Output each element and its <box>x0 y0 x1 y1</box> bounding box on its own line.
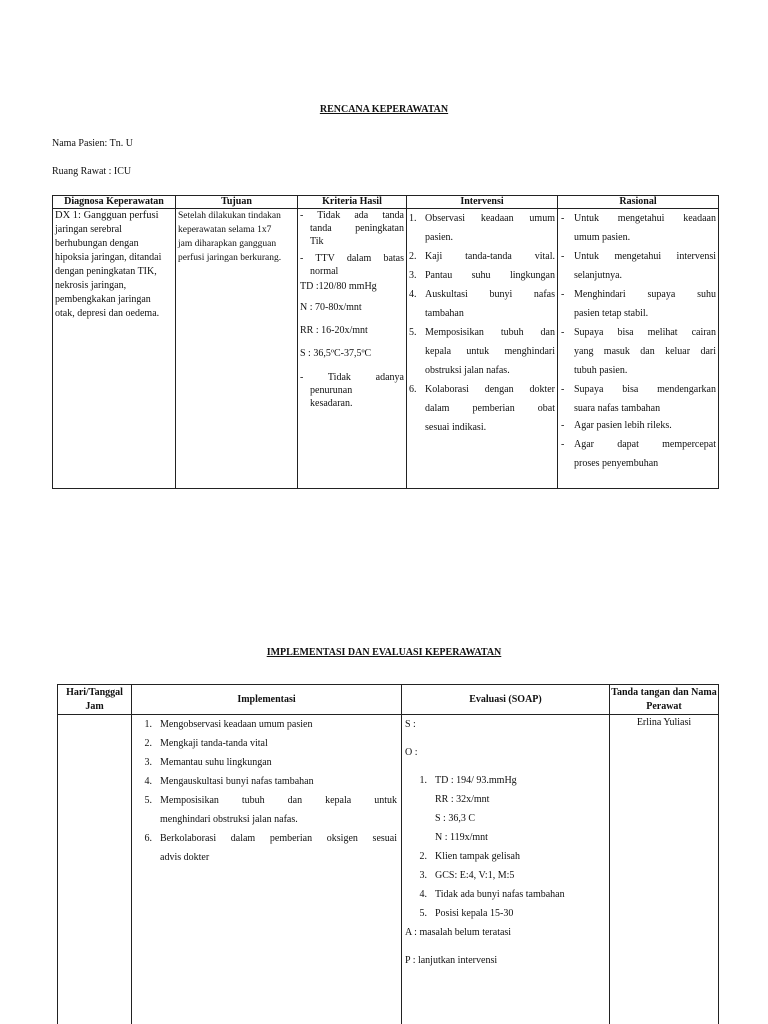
implementation-text: Mengauskultasi bunyi nafas tambahan <box>160 776 314 787</box>
rationale-text: Untuk mengetahui keadaan <box>574 213 716 224</box>
intervention-text: Kolaborasi dengan dokter <box>425 384 555 395</box>
intervention-number: 2. <box>409 251 417 262</box>
patient-name: Nama Pasien: Tn. U <box>52 138 133 149</box>
rationale-list <box>560 209 716 471</box>
implementation-item <box>132 829 397 848</box>
rationale-item <box>560 380 716 399</box>
rationale-item <box>560 323 716 342</box>
rationale-text: Untuk mengetahui intervensi <box>574 251 716 262</box>
criteria-line: - Tidak ada tanda <box>300 210 404 221</box>
rationale-text: Agar dapat mempercepat <box>574 439 716 450</box>
rationale-dash: - <box>561 327 565 338</box>
diagnosis-cell <box>53 209 176 489</box>
soap-o-number: 4. <box>419 889 427 900</box>
soap-s: S : <box>405 719 416 730</box>
intervention-number: 3. <box>409 270 417 281</box>
criteria-item-vitals <box>300 252 404 278</box>
rationale-item <box>560 247 716 266</box>
nursing-plan-table <box>52 195 719 489</box>
rationale-dash: - <box>561 439 565 450</box>
criteria-cell <box>298 209 407 489</box>
intervention-text: Auskultasi bunyi nafas <box>425 289 555 300</box>
intervention-item <box>409 209 555 228</box>
implementation-cell <box>132 715 402 1024</box>
soap-o-number: 2. <box>419 851 427 862</box>
header-goal: Tujuan <box>176 196 298 209</box>
implementation-text: Memantau suhu lingkungan <box>160 757 272 768</box>
intervention-item <box>409 266 555 285</box>
soap-o-number: 5. <box>419 908 427 919</box>
intervention-cell <box>407 209 558 489</box>
header-signature: Tanda tangan dan Nama Perawat <box>610 685 719 715</box>
plan-row <box>53 209 719 489</box>
rationale-item <box>560 209 716 228</box>
soap-o-item <box>405 904 606 923</box>
goal-text: Setelah dilakukan tindakan keperawatan selama 1x7 jam diharapkan gangguan perfusi jaringan berkurang. <box>178 211 282 263</box>
diagnosis-label: DX 1: Gangguan perfusi <box>55 210 159 221</box>
criteria-rr: RR : 16-20x/mnt <box>300 325 368 336</box>
soap-o-item <box>405 866 606 885</box>
rationale-text-cont: tubuh pasien. <box>574 365 628 376</box>
rationale-text-cont: yang masuk dan keluar dari <box>574 346 716 357</box>
criteria-item-signs <box>300 209 404 248</box>
implementation-text-cont: menghindari obstruksi jalan nafas. <box>160 814 298 825</box>
criteria-line: - TTV dalam batas <box>300 253 404 264</box>
implementation-text: Memposisikan tubuh dan kepala untuk <box>160 795 397 806</box>
criteria-line: normal <box>310 266 339 277</box>
criteria-td: TD :120/80 mmHg <box>300 281 377 292</box>
intervention-item <box>409 380 555 399</box>
criteria-s: S : 36,5ºC-37,5ºC <box>300 348 372 359</box>
criteria-line: tanda peningkatan <box>310 223 404 234</box>
rationale-dash: - <box>561 384 565 395</box>
implementation-item <box>132 753 397 772</box>
implementation-number: 2. <box>144 738 152 749</box>
rationale-text-cont: umum pasien. <box>574 232 631 243</box>
header-date: Hari/Tanggal Jam <box>58 685 132 715</box>
ward: Ruang Rawat : ICU <box>52 166 132 177</box>
implementation-number: 5. <box>144 795 152 806</box>
soap-o-item <box>405 885 606 904</box>
evaluation-header-row <box>58 685 719 715</box>
date-cell <box>58 715 132 1024</box>
intervention-text-cont: kepala untuk menghindari <box>425 346 555 357</box>
criteria-n: N : 70-80x/mnt <box>300 302 362 313</box>
rationale-dash: - <box>561 289 565 300</box>
criteria-item-consciousness <box>300 371 404 410</box>
rationale-text-cont: suara nafas tambahan <box>574 403 661 414</box>
intervention-item <box>409 323 555 342</box>
criteria-line: kesadaran. <box>310 398 353 409</box>
signature-cell <box>610 715 719 1024</box>
intervention-text: Pantau suhu lingkungan <box>425 270 555 281</box>
header-diagnosis: Diagnosa Keperawatan <box>53 196 176 209</box>
criteria-line: Tik <box>310 236 324 247</box>
intervention-text: Memposisikan tubuh dan <box>425 327 555 338</box>
soap-o-subitem: RR : 32x/mnt <box>435 794 490 805</box>
implementation-text: Mengkaji tanda-tanda vital <box>160 738 268 749</box>
rationale-text-cont: selanjutnya. <box>574 270 623 281</box>
soap-o-text: Tidak ada bunyi nafas tambahan <box>435 889 565 900</box>
implementation-text-cont: advis dokter <box>160 852 210 863</box>
rationale-dash: - <box>561 420 565 431</box>
soap-p: P : lanjutkan intervensi <box>405 955 498 966</box>
rationale-item <box>560 285 716 304</box>
intervention-list <box>409 209 555 437</box>
implementation-item <box>132 734 397 753</box>
header-intervention: Intervensi <box>407 196 558 209</box>
plan-title: RENCANA KEPERAWATAN <box>319 104 449 115</box>
plan-header-row <box>53 196 719 209</box>
implementation-item <box>132 791 397 810</box>
rationale-cell <box>558 209 719 489</box>
soap-o-subitem: N : 119x/mnt <box>435 832 488 843</box>
criteria-line: penurunan <box>310 385 353 396</box>
soap-o-number: 3. <box>419 870 427 881</box>
soap-o-number: 1. <box>419 775 427 786</box>
implementation-text: Mengobservasi keadaan umum pasien <box>160 719 313 730</box>
intervention-number: 5. <box>409 327 417 338</box>
intervention-number: 6. <box>409 384 417 395</box>
implementation-item <box>132 715 397 734</box>
soap-o-text: Posisi kepala 15-30 <box>435 908 514 919</box>
intervention-text-cont: tambahan <box>425 308 464 319</box>
evaluation-table <box>57 684 719 1024</box>
rationale-dash: - <box>561 213 565 224</box>
rationale-text: Agar pasien lebih rileks. <box>574 420 672 431</box>
intervention-item <box>409 285 555 304</box>
soap-a: A : masalah belum teratasi <box>405 927 512 938</box>
intervention-text: Kaji tanda-tanda vital. <box>425 251 555 262</box>
evaluation-title: IMPLEMENTASI DAN EVALUASI KEPERAWATAN <box>266 647 502 658</box>
header-evaluation: Evaluasi (SOAP) <box>402 685 610 715</box>
implementation-list <box>132 715 397 867</box>
rationale-dash: - <box>561 251 565 262</box>
soap-o-item <box>405 847 606 866</box>
soap-o-text: TD : 194/ 93.mmHg <box>435 775 517 786</box>
criteria-line: - Tidak adanya <box>300 372 404 383</box>
soap-o-subitem: S : 36,3 C <box>435 813 476 824</box>
intervention-text-cont: obstruksi jalan nafas. <box>425 365 510 376</box>
rationale-text-cont: proses penyembuhan <box>574 458 659 469</box>
intervention-text-cont: sesuai indikasi. <box>425 422 487 433</box>
diagnosis-text: jaringan serebral berhubungan dengan hipoksia jaringan, ditandai dengan peningkatan TIK, nekrosis jaringan, pembengkakan jaringan otak, depresi dan oedema. <box>55 224 162 319</box>
intervention-text-cont: pasien. <box>425 232 454 243</box>
intervention-number: 4. <box>409 289 417 300</box>
intervention-text: Observasi keadaan umum <box>425 213 555 224</box>
intervention-item <box>409 247 555 266</box>
header-implementation: Implementasi <box>132 685 402 715</box>
rationale-text: Menghindari supaya suhu <box>574 289 716 300</box>
intervention-text-cont: dalam pemberian obat <box>425 403 555 414</box>
rationale-item <box>560 418 716 433</box>
implementation-number: 1. <box>144 719 152 730</box>
soap-cell <box>402 715 610 1024</box>
soap-o-item <box>405 771 606 790</box>
implementation-number: 6. <box>144 833 152 844</box>
rationale-text-cont: pasien tetap stabil. <box>574 308 649 319</box>
rationale-text: Supaya bisa melihat cairan <box>574 327 716 338</box>
evaluation-row <box>58 715 719 1024</box>
intervention-number: 1. <box>409 213 417 224</box>
soap-o: O : <box>405 747 418 758</box>
rationale-text: Supaya bisa mendengarkan <box>574 384 716 395</box>
implementation-text: Berkolaborasi dalam pemberian oksigen sesuai <box>160 833 397 844</box>
rationale-item <box>560 437 716 452</box>
goal-cell <box>176 209 298 489</box>
soap-o-text: Klien tampak gelisah <box>435 851 520 862</box>
implementation-item <box>132 772 397 791</box>
header-rationale: Rasional <box>558 196 719 209</box>
soap-o-list <box>405 771 606 923</box>
implementation-number: 3. <box>144 757 152 768</box>
nurse-name: Erlina Yuliasi <box>636 717 692 728</box>
header-criteria: Kriteria Hasil <box>298 196 407 209</box>
implementation-number: 4. <box>144 776 152 787</box>
soap-o-text: GCS: E:4, V:1, M:5 <box>435 870 515 881</box>
